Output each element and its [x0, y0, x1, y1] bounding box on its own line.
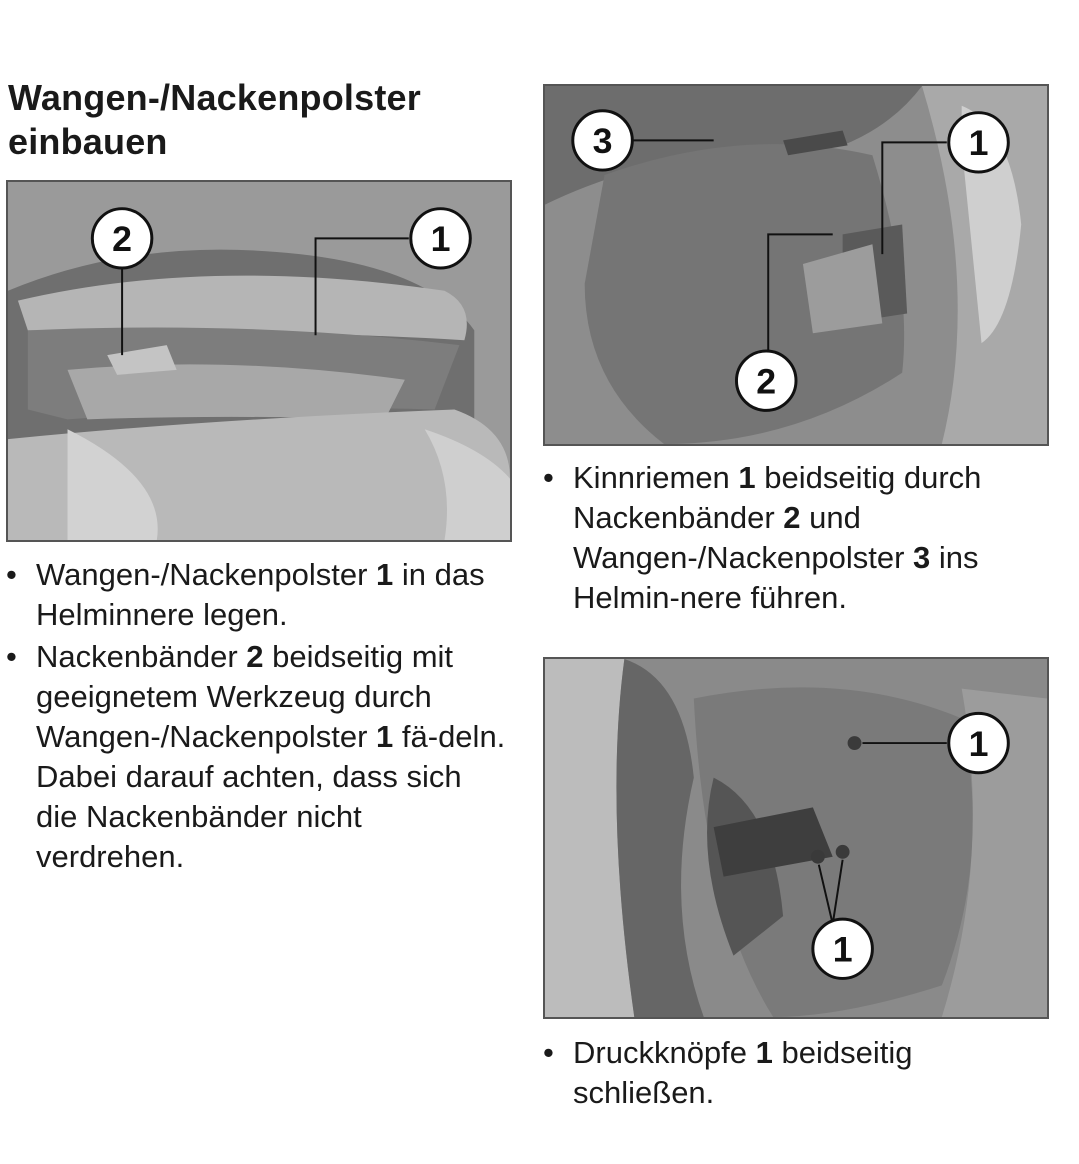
svg-text:1: 1: [430, 219, 451, 260]
title-line-1: Wangen-/Nackenpolster: [8, 77, 421, 118]
figure-helmet-padding-placement: [6, 180, 512, 542]
svg-text:1: 1: [968, 123, 989, 164]
step-thread-neck-straps: • Nackenbänder 2 beidseitig mit geeignetem Werkzeug durch Wangen-/Nackenpolster 1 fä-deln. Dabei darauf achten, dass sich die Nackenbänder nicht verdrehen.: [6, 637, 506, 877]
svg-text:2: 2: [756, 361, 777, 402]
svg-text:3: 3: [592, 121, 613, 162]
figure-chin-strap-routing: [543, 84, 1049, 446]
page-title: [8, 76, 421, 164]
step-place-padding: • Wangen-/Nackenpolster 1 in das Helminnere legen.: [6, 555, 506, 635]
instructions-right-bottom: [543, 1033, 1043, 1113]
step-route-chin-strap: • Kinnriemen 1 beidseitig durch Nackenbänder 2 und Wangen-/Nackenpolster 3 ins Helmin-nere führen.: [543, 458, 1043, 618]
step-close-snaps: • Druckknöpfe 1 beidseitig schließen.: [543, 1033, 1043, 1113]
instructions-right-top: [543, 458, 1043, 618]
title-line-2: einbauen: [8, 121, 168, 162]
instructions-left: [6, 555, 506, 877]
svg-text:2: 2: [112, 219, 133, 260]
svg-text:1: 1: [968, 723, 989, 764]
figure-snap-buttons: [543, 657, 1049, 1019]
svg-text:1: 1: [832, 929, 853, 970]
